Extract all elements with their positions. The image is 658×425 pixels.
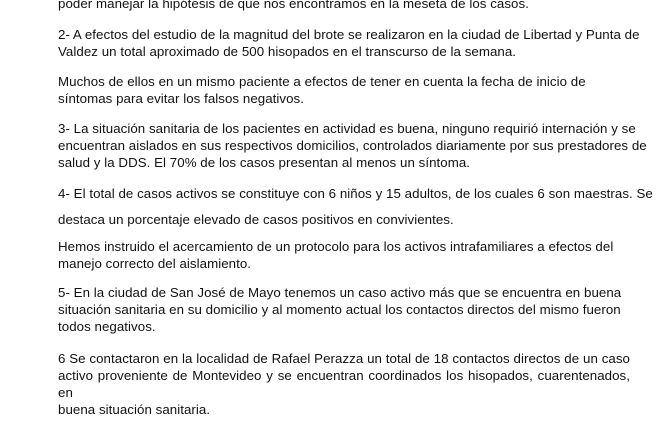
paragraph-3-situacion-sanitaria <box>58 120 647 171</box>
text-line: 6 Se contactaron en la localidad de Rafael Perazza un total de 18 contactos directos de un caso <box>58 351 630 366</box>
paragraph-5-san-jose <box>58 284 621 335</box>
text-line: 3- La situación sanitaria de los pacientes en actividad es buena, ninguno requirió internación y se <box>58 121 636 136</box>
text-line: Valdez un total aproximado de 500 hisopados en el transcurso de la semana. <box>58 44 517 59</box>
text-line: todos negativos. <box>58 319 156 334</box>
text-line: activo proveniente de Montevideo y se encuentran coordinados los hisopados, cuarentenados, en <box>58 368 630 400</box>
paragraph-2-magnitud-brote <box>58 26 640 60</box>
paragraph-protocolo <box>58 238 613 272</box>
paragraph-convivientes <box>58 211 454 228</box>
text-line: 4- El total de casos activos se constituye con 6 niños y 15 adultos, de los cuales 6 son maestras. Se <box>58 186 653 201</box>
text-line: Hemos instruido el acercamiento de un protocolo para los activos intrafamiliares a efectos del <box>58 239 614 254</box>
paragraph-mismo-paciente <box>58 73 586 107</box>
text-line: buena situación sanitaria. <box>58 402 211 417</box>
text-line: manejo correcto del aislamiento. <box>58 256 252 271</box>
text-line: salud y la DDS. El 70% de los casos presentan al menos un síntoma. <box>58 155 471 170</box>
paragraph-4-casos-activos <box>58 185 653 202</box>
text-line: destaca un porcentaje elevado de casos positivos en convivientes. <box>58 212 454 227</box>
text-line: 5- En la ciudad de San José de Mayo tenemos un caso activo más que se encuentra en buena <box>58 285 622 300</box>
paragraph-meseta <box>58 0 529 12</box>
text-line: situación sanitaria en su domicilio y al momento actual los contactos directos del mismo fueron <box>58 302 621 317</box>
paragraph-6-rafael-perazza <box>58 350 630 418</box>
text-line: Muchos de ellos en un mismo paciente a efectos de tener en cuenta la fecha de inicio de <box>58 74 586 89</box>
text-line: encuentran aislados en sus respectivos domicilios, controlados diariamente por sus prestadores de <box>58 138 647 153</box>
text-line: poder manejar la hipótesis de que nos encontramos en la meseta de los casos. <box>58 0 529 11</box>
text-line: 2- A efectos del estudio de la magnitud del brote se realizaron en la ciudad de Libertad y Punta de <box>58 27 640 42</box>
text-line: síntomas para evitar los falsos negativos. <box>58 91 304 106</box>
